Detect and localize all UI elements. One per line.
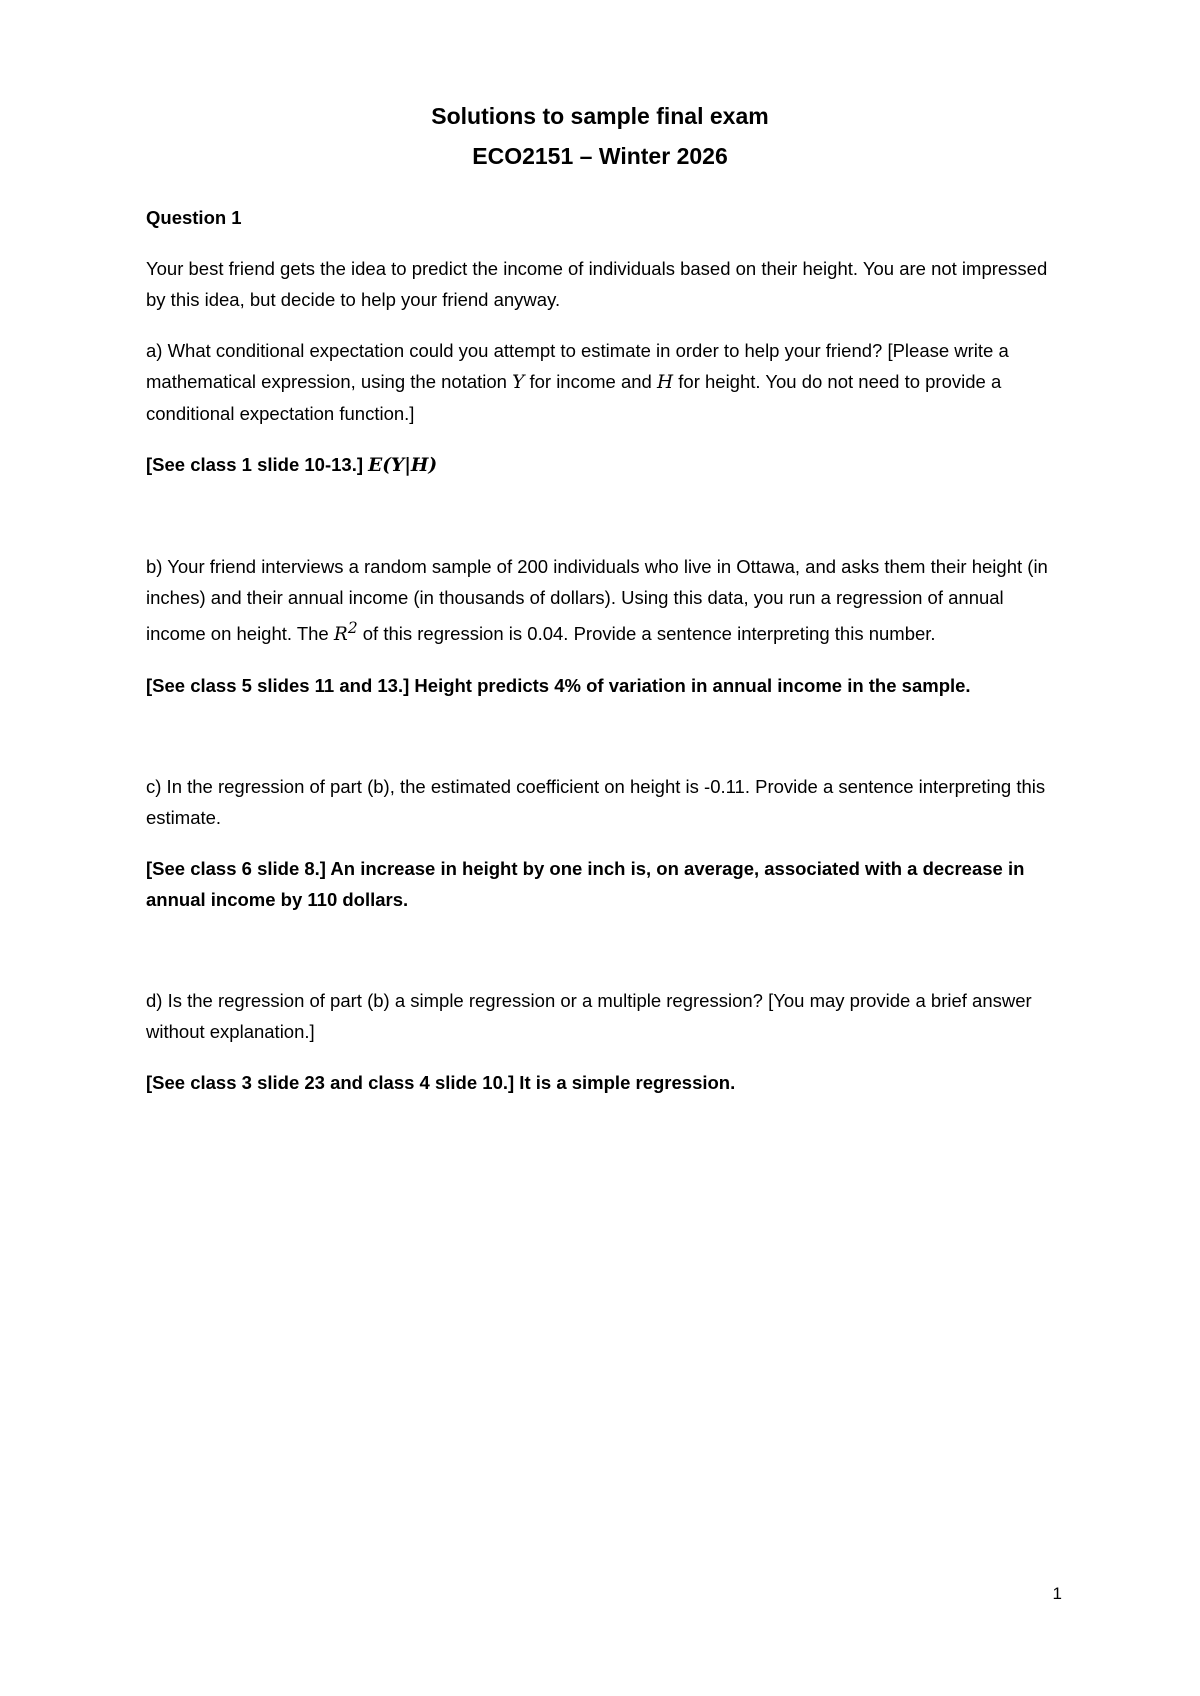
r-squared-symbol [333, 619, 358, 646]
spacer [146, 935, 1066, 985]
part-b-answer-text: Height predicts 4% of variation in annual income in the sample. [409, 675, 971, 697]
part-a-text-3: for height. You do not need to provide a conditional expectation function.] [146, 371, 1002, 424]
part-a-answer-ref: [See class 1 slide 10-13.] [146, 454, 363, 475]
part-b-question [146, 551, 1066, 650]
variable-y: Y [512, 372, 525, 393]
part-a-text-2: for income and [524, 371, 657, 392]
spacer [146, 501, 1066, 551]
document-title: Solutions to sample final exam [431, 103, 769, 129]
part-b-answer-ref: [See class 5 slides 11 and 13.] [146, 675, 410, 697]
part-c-question: c) In the regression of part (b), the estimated coefficient on height is -0.11. Provide a sentence interpreting this estimate. [146, 776, 1046, 829]
part-d-answer-ref: [See class 3 slide 23 and class 4 slide 10.] [146, 1072, 515, 1094]
part-d-answer-text: It is a simple regression. [514, 1072, 736, 1094]
title-block [0, 96, 1200, 176]
r-superscript: 2 [347, 619, 358, 637]
part-c-answer-ref: [See class 6 slide 8.] [146, 858, 326, 880]
spacer [146, 721, 1066, 771]
part-a-text-1: a) What conditional expectation could you attempt to estimate in order to help your friend? [Please write a mathematical expression, using the notation [146, 340, 1009, 392]
r-symbol: R [333, 624, 348, 646]
page-number: 1 [1052, 1584, 1062, 1603]
part-a-question [146, 335, 1066, 429]
document-subtitle: ECO2151 – Winter 2026 [472, 143, 728, 169]
part-d-answer [146, 1067, 1066, 1098]
variable-h: H [656, 372, 674, 393]
part-d-question: d) Is the regression of part (b) a simple regression or a multiple regression? [You may provide a brief answer without explanation.] [146, 990, 1032, 1043]
part-b-text-2: of this regression is 0.04. Provide a sentence interpreting this number. [357, 623, 936, 645]
question-intro: Your best friend gets the idea to predict the income of individuals based on their height. You are not impressed by this idea, but decide to help your friend anyway. [146, 258, 1048, 310]
part-a-answer [146, 449, 1066, 481]
part-c-answer-text: An increase in height by one inch is, on average, associated with a decrease in annual income by 110 dollars. [146, 858, 1025, 911]
question-heading: Question 1 [146, 207, 242, 228]
part-c-answer [146, 853, 1066, 915]
part-a-answer-math: E(Y|H) [368, 455, 438, 476]
part-b-text-1: b) Your friend interviews a random sample of 200 individuals who live in Ottawa, and asks them their height (in inches) and their annual income (in thousands of dollars). Using this data, you run a regression of annual income on height. The [146, 556, 1048, 645]
part-b-answer [146, 670, 1066, 701]
question-1-section [146, 202, 1066, 1118]
